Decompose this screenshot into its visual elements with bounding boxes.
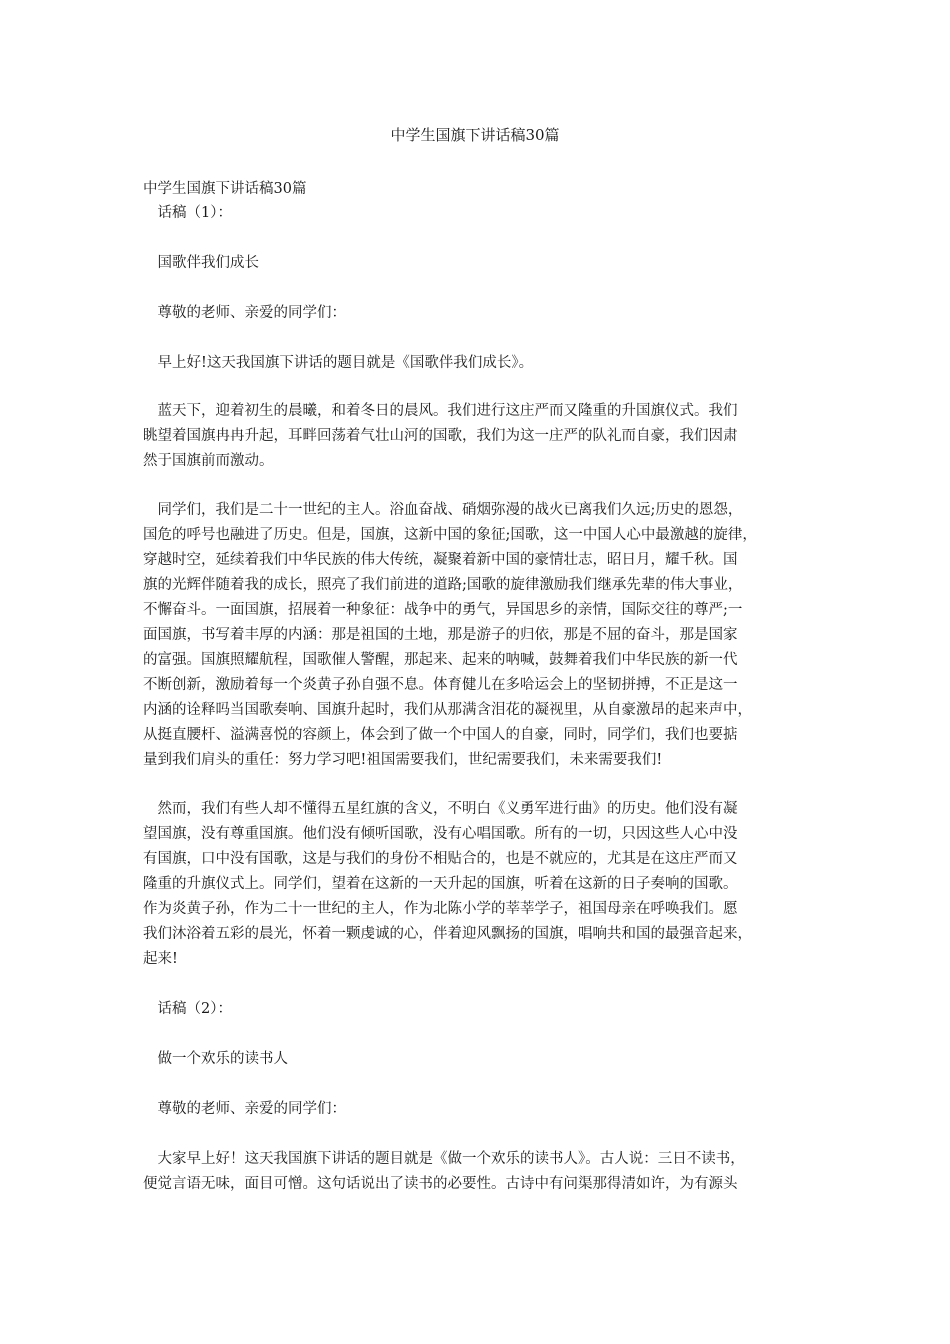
text-line: 有国旗，口中没有国歌，这是与我们的身份不相贴合的，也是不就应的，尤其是在这庄严而又 (143, 851, 738, 867)
text-line: 从挺直腰杆、溢满喜悦的容颜上，体会到了做一个中国人的自豪，同时，同学们，我们也要掂 (143, 727, 738, 743)
text-line: 大家早上好！这天我国旗下讲话的题目就是《做一个欢乐的读书人》。古人说：三日不读书， (143, 1151, 745, 1167)
text-line: 尊敬的老师、亲爱的同学们： (143, 305, 346, 321)
document-title: 中学生国旗下讲话稿30篇 (390, 126, 560, 144)
text-line: 中学生国旗下讲话稿30篇 (143, 181, 307, 197)
text-line: 我们沐浴着五彩的晨光，怀着一颗虔诚的心，伴着迎风飘扬的国旗，唱响共和国的最强音起来， (143, 926, 752, 942)
text-line: 国危的呼号也融进了历史。但是，国旗，这新中国的象征;国歌，这一中国人心中最激越的旋律， (143, 527, 757, 543)
text-line: 起来! (143, 951, 178, 967)
text-line: 眺望着国旗冉冉升起，耳畔回荡着气壮山河的国歌，我们为这一庄严的队礼而自豪，我们因肃 (143, 428, 738, 444)
text-line: 国歌伴我们成长 (143, 255, 259, 271)
text-line: 早上好!这天我国旗下讲话的题目就是《国歌伴我们成长》。 (143, 355, 534, 371)
text-line: 的富强。国旗照耀航程，国歌催人警醒，那起来、起来的呐喊，鼓舞着我们中华民族的新一代 (143, 652, 738, 668)
text-line: 同学们，我们是二十一世纪的主人。浴血奋战、硝烟弥漫的战火已离我们久远;历史的恩怨， (143, 502, 743, 518)
text-line: 作为炎黄子孙，作为二十一世纪的主人，作为北陈小学的莘莘学子，祖国母亲在呼唤我们。愿 (143, 901, 738, 917)
text-line: 不懈奋斗。一面国旗，招展着一种象征：战争中的勇气，异国思乡的亲情，国际交往的尊严;一 (143, 602, 743, 618)
text-line: 穿越时空，延续着我们中华民族的伟大传统，凝聚着新中国的豪情壮志，昭日月，耀千秋。国 (143, 552, 738, 568)
text-line: 隆重的升旗仪式上。同学们，望着在这新的一天升起的国旗，听着在这新的日子奏响的国歌。 (143, 876, 738, 892)
text-line: 话稿（2）： (143, 1001, 232, 1017)
text-line: 望国旗，没有尊重国旗。他们没有倾听国歌，没有心唱国歌。所有的一切，只因这些人心中没 (143, 826, 738, 842)
text-line: 量到我们肩头的重任：努力学习吧!祖国需要我们，世纪需要我们，未来需要我们! (143, 752, 663, 768)
text-line: 不断创新，激励着每一个炎黄子孙自强不息。体育健儿在多哈运会上的坚韧拼搏，不正是这一 (143, 677, 738, 693)
text-line: 做一个欢乐的读书人 (143, 1051, 288, 1067)
text-line: 旗的光辉伴随着我的成长，照亮了我们前进的道路;国歌的旋律激励我们继承先辈的伟大事业， (143, 577, 743, 593)
text-line: 然而，我们有些人却不懂得五星红旗的含义，不明白《义勇军进行曲》的历史。他们没有凝 (143, 801, 738, 817)
text-line: 蓝天下，迎着初生的晨曦，和着冬日的晨风。我们进行这庄严而又隆重的升国旗仪式。我们 (143, 403, 738, 419)
text-line: 然于国旗前而激动。 (143, 453, 274, 469)
text-line: 便觉言语无味，面目可憎。这句话说出了读书的必要性。古诗中有问渠那得清如许，为有源头 (143, 1176, 738, 1192)
text-line: 话稿（1）： (143, 205, 232, 221)
text-line: 内涵的诠释吗当国歌奏响、国旗升起时，我们从那满含泪花的凝视里，从自豪激昂的起来声中， (143, 702, 752, 718)
text-line: 尊敬的老师、亲爱的同学们： (143, 1101, 346, 1117)
text-line: 面国旗，书写着丰厚的内涵：那是祖国的土地，那是游子的归依，那是不屈的奋斗，那是国家 (143, 627, 738, 643)
